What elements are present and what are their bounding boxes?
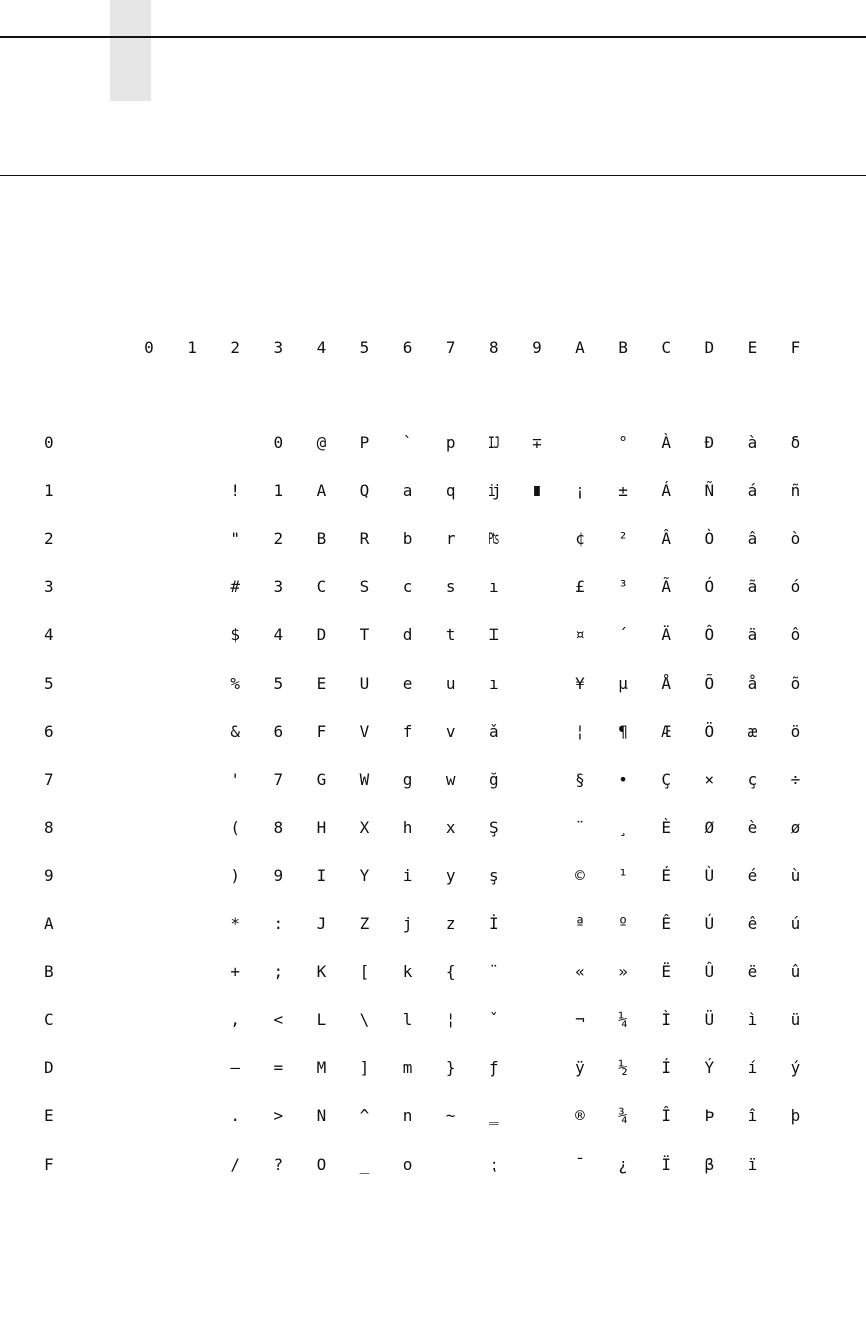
character-cell [522, 864, 552, 888]
character-cell: H [316, 817, 327, 837]
character-cell: o [402, 1154, 413, 1174]
section-rule [0, 175, 866, 176]
character-cell: # [230, 577, 240, 597]
row-header: 6 [44, 721, 54, 741]
character-cell: + [230, 962, 240, 982]
character-cell: æ [747, 721, 758, 741]
character-cell: S [359, 577, 370, 597]
character-cell: ğ [488, 769, 499, 789]
character-cell: n [402, 1106, 413, 1126]
character-cell [134, 575, 164, 599]
character-cell: þ [790, 1106, 801, 1126]
character-cell: i [402, 865, 413, 885]
character-cell: l [402, 1010, 413, 1030]
character-cell: ³ [618, 577, 628, 597]
character-cell [522, 1056, 552, 1080]
character-cell: Ɪ [489, 625, 499, 645]
character-cell [522, 575, 552, 599]
character-cell: ù [790, 865, 801, 885]
character-cell [177, 912, 207, 936]
character-cell: Ô [704, 625, 715, 645]
character-cell [177, 575, 207, 599]
character-cell [522, 1153, 552, 1177]
character-cell: % [230, 673, 240, 693]
character-cell [177, 623, 207, 647]
character-cell: { [445, 962, 456, 982]
character-cell: T [359, 625, 370, 645]
character-cell: E [316, 673, 327, 693]
character-cell [134, 720, 164, 744]
row-header: 5 [44, 673, 54, 693]
character-cell: 0 [273, 433, 284, 452]
character-cell: » [618, 962, 628, 982]
character-cell: V [359, 721, 370, 741]
row-header: 3 [44, 577, 54, 597]
character-cell: A [316, 481, 327, 501]
character-cell: Đ [704, 433, 715, 452]
row-header: 7 [44, 769, 54, 789]
character-cell [177, 1056, 207, 1080]
character-cell: * [230, 914, 240, 933]
character-cell: ; [273, 962, 284, 982]
character-cell: [ [359, 962, 370, 982]
row-header: E [44, 1106, 54, 1126]
character-cell: Ş [488, 817, 499, 837]
column-header: 0 [144, 338, 154, 357]
character-cell: g [402, 769, 413, 789]
character-cell: â [747, 529, 758, 549]
character-cell: ø [790, 817, 801, 837]
character-cell: ¶ [618, 721, 628, 741]
row-header: F [44, 1154, 54, 1174]
character-cell [522, 960, 552, 984]
character-cell: 9 [273, 865, 284, 885]
character-cell: _ [359, 1154, 370, 1174]
character-cell [177, 720, 207, 744]
character-cell [134, 912, 164, 936]
character-cell [522, 672, 552, 696]
character-cell: D [316, 625, 327, 645]
character-cell: å [747, 673, 758, 693]
character-cell: @ [316, 433, 327, 452]
column-header: 1 [187, 338, 197, 357]
character-cell: Â [661, 529, 671, 549]
character-cell [177, 527, 207, 551]
character-cell [177, 960, 207, 984]
character-cell: Á [661, 481, 671, 501]
character-cell: z [445, 914, 456, 933]
character-cell [522, 768, 552, 792]
chapter-tab-marker [110, 0, 151, 101]
character-cell: û [790, 962, 801, 982]
character-cell: x [445, 817, 456, 837]
character-cell [134, 960, 164, 984]
character-cell: F [316, 721, 327, 741]
row-header: D [44, 1058, 54, 1078]
character-cell: ‗ [488, 1106, 499, 1126]
character-cell: / [230, 1154, 240, 1174]
character-cell: 6 [273, 721, 284, 741]
character-cell [522, 720, 552, 744]
column-header: 4 [316, 338, 327, 357]
character-cell: ì [747, 1010, 758, 1030]
column-header: C [661, 338, 671, 357]
character-cell [522, 912, 552, 936]
character-cell: Þ [704, 1106, 715, 1126]
character-cell: 7 [273, 769, 284, 789]
character-cell: ş [488, 865, 499, 885]
character-cell: ¨ [575, 817, 585, 837]
character-cell: ¦ [575, 721, 585, 741]
character-cell: q [445, 481, 456, 501]
character-cell: N [316, 1106, 327, 1126]
character-cell: X [359, 817, 370, 837]
character-cell: Ü [704, 1010, 715, 1030]
character-cell: r [445, 529, 456, 549]
character-cell: : [273, 914, 284, 933]
character-cell: õ [790, 673, 801, 693]
character-cell: s [445, 577, 456, 597]
character-cell [522, 1008, 552, 1032]
character-cell: a [402, 481, 413, 501]
character-cell: à [747, 433, 758, 452]
character-cell: J [316, 914, 327, 933]
character-cell: ' [230, 769, 240, 789]
character-cell: Ù [704, 865, 715, 885]
character-cell: Ø [704, 817, 715, 837]
character-cell: Ĳ [488, 433, 499, 452]
character-cell: k [402, 962, 413, 982]
character-cell [522, 816, 552, 840]
character-cell: Ç [661, 769, 671, 789]
character-cell: ¼ [618, 1010, 628, 1030]
character-cell: Ì [661, 1010, 671, 1030]
character-cell: ¦ [445, 1010, 456, 1030]
character-cell [177, 864, 207, 888]
character-cell: é [747, 865, 758, 885]
character-cell: ₧ [488, 529, 499, 549]
character-cell [134, 527, 164, 551]
character-cell: ¹ [618, 865, 628, 885]
character-cell: ¬ [575, 1010, 585, 1030]
character-cell: À [661, 433, 671, 452]
character-cell [134, 1104, 164, 1128]
character-cell: ò [790, 529, 801, 549]
character-cell: ĳ [488, 481, 499, 501]
character-cell [177, 1008, 207, 1032]
character-cell: ? [273, 1154, 284, 1174]
character-cell: ½ [618, 1058, 628, 1078]
character-cell: b [402, 529, 413, 549]
character-cell: ª [575, 914, 585, 933]
column-header: 5 [359, 338, 370, 357]
character-cell: Q [359, 481, 370, 501]
character-cell: ı [488, 673, 499, 693]
character-cell: 3 [273, 577, 284, 597]
character-cell: h [402, 817, 413, 837]
character-cell [522, 623, 552, 647]
character-cell: β [704, 1154, 715, 1174]
character-cell: ô [790, 625, 801, 645]
header-rule [0, 36, 866, 38]
character-cell: " [230, 529, 240, 549]
row-header: B [44, 962, 54, 982]
character-cell: ¥ [575, 673, 585, 693]
character-cell: è [747, 817, 758, 837]
column-header: 2 [230, 338, 240, 357]
character-cell: ˇ [488, 1010, 499, 1030]
character-cell: U [359, 673, 370, 693]
character-cell: ² [618, 529, 628, 549]
row-header: 4 [44, 625, 54, 645]
character-cell: – [230, 1058, 240, 1078]
character-cell: ı [488, 577, 499, 597]
character-cell: Î [661, 1106, 671, 1126]
character-cell: ê [747, 914, 758, 933]
character-cell: , [230, 1010, 240, 1030]
character-cell: t [445, 625, 456, 645]
character-cell: ¤ [575, 625, 585, 645]
character-cell: í [747, 1058, 758, 1078]
row-header: 0 [44, 433, 54, 452]
character-cell: ~ [445, 1106, 456, 1126]
character-cell: C [316, 577, 327, 597]
character-cell: ç [747, 769, 758, 789]
character-cell: Æ [661, 721, 671, 741]
character-cell: Ï [661, 1154, 671, 1174]
row-header: A [44, 914, 54, 933]
character-cell: ° [618, 433, 628, 452]
character-cell: Í [661, 1058, 671, 1078]
character-cell: m [402, 1058, 413, 1078]
character-cell: u [445, 673, 456, 693]
character-cell: 1 [273, 481, 284, 501]
row-header: 9 [44, 865, 54, 885]
character-cell: p [445, 433, 456, 452]
column-header: 8 [488, 338, 499, 357]
character-cell: È [661, 817, 671, 837]
character-cell: Ò [704, 529, 715, 549]
character-cell [177, 479, 207, 503]
character-cell: O [316, 1154, 327, 1174]
character-cell: Ý [704, 1058, 715, 1078]
row-header: 2 [44, 529, 54, 549]
character-cell [522, 1104, 552, 1128]
character-cell: B [316, 529, 327, 549]
character-cell: ` [402, 433, 413, 452]
character-cell: ¾ [618, 1106, 628, 1126]
character-cell: ï [747, 1154, 758, 1174]
character-cell: ( [230, 817, 240, 837]
character-cell: É [661, 865, 671, 885]
character-cell: Ã [661, 577, 671, 597]
character-cell: î [747, 1106, 758, 1126]
character-cell: w [445, 769, 456, 789]
character-cell: ñ [790, 481, 801, 501]
character-cell: ö [790, 721, 801, 741]
character-cell: Ú [704, 914, 715, 933]
character-cell [177, 431, 207, 455]
character-cell [177, 816, 207, 840]
character-cell: ó [790, 577, 801, 597]
character-cell: º [618, 914, 628, 933]
character-cell: Y [359, 865, 370, 885]
character-cell: ú [790, 914, 801, 933]
character-cell: L [316, 1010, 327, 1030]
character-cell: á [747, 481, 758, 501]
character-cell: W [359, 769, 370, 789]
character-cell [134, 816, 164, 840]
character-cell: ÿ [575, 1058, 585, 1078]
character-cell [134, 1153, 164, 1177]
character-cell: Õ [704, 673, 715, 693]
character-cell: ý [790, 1058, 801, 1078]
character-cell [177, 1153, 207, 1177]
character-cell: Ö [704, 721, 715, 741]
character-cell: ü [790, 1010, 801, 1030]
character-cell: ¨ [488, 962, 499, 982]
character-cell: . [230, 1106, 240, 1126]
character-cell: © [575, 865, 585, 885]
character-cell: > [273, 1106, 284, 1126]
character-cell: } [445, 1058, 456, 1078]
character-cell: ¯ [575, 1154, 585, 1174]
column-header: 7 [445, 338, 456, 357]
character-cell: ∎ [532, 481, 542, 501]
character-cell: ^ [359, 1106, 370, 1126]
character-cell [522, 527, 552, 551]
character-cell: Ë [661, 962, 671, 982]
character-cell: 8 [273, 817, 284, 837]
character-cell: j [402, 914, 413, 933]
column-header: 3 [273, 338, 284, 357]
character-cell: Ñ [704, 481, 715, 501]
column-header: A [575, 338, 585, 357]
character-cell: ) [230, 865, 240, 885]
character-cell: G [316, 769, 327, 789]
character-cell: d [402, 625, 413, 645]
character-cell: Ó [704, 577, 715, 597]
character-cell [134, 768, 164, 792]
column-header: E [747, 338, 758, 357]
character-cell: ⁏ [491, 1154, 497, 1174]
character-cell: P [359, 433, 370, 452]
character-cell: ÷ [790, 769, 801, 789]
character-cell [565, 431, 595, 455]
character-cell: $ [230, 625, 240, 645]
character-cell [134, 623, 164, 647]
character-cell: 4 [273, 625, 284, 645]
row-header: 8 [44, 817, 54, 837]
character-cell: § [575, 769, 585, 789]
character-cell: ¸ [618, 817, 628, 837]
row-header: C [44, 1010, 54, 1030]
character-cell [781, 1153, 811, 1177]
character-cell: = [273, 1058, 284, 1078]
character-cell: R [359, 529, 370, 549]
character-cell: Ä [661, 625, 671, 645]
character-cell [177, 672, 207, 696]
character-cell: ¡ [575, 481, 585, 501]
character-cell: I [316, 865, 327, 885]
character-cell: ∓ [532, 433, 542, 452]
character-cell: \ [359, 1010, 370, 1030]
character-cell: ẟ [790, 433, 801, 452]
character-cell: 5 [273, 673, 284, 693]
character-cell: • [618, 769, 628, 789]
character-cell [220, 431, 250, 455]
character-cell: « [575, 962, 585, 982]
character-cell [134, 1056, 164, 1080]
character-cell: ´ [618, 625, 628, 645]
column-header: 9 [532, 338, 542, 357]
column-header: D [704, 338, 715, 357]
character-cell: İ [488, 914, 499, 933]
character-cell [134, 864, 164, 888]
character-cell: ± [618, 481, 628, 501]
character-cell: c [402, 577, 413, 597]
character-cell: ¿ [618, 1154, 628, 1174]
character-cell: ! [230, 481, 240, 501]
character-cell: M [316, 1058, 327, 1078]
character-cell: ǎ [488, 721, 499, 741]
character-cell: ë [747, 962, 758, 982]
character-cell: µ [618, 673, 628, 693]
character-cell: ã [747, 577, 758, 597]
character-cell: Ê [661, 914, 671, 933]
character-cell: y [445, 865, 456, 885]
character-cell: v [445, 721, 456, 741]
character-cell: e [402, 673, 413, 693]
character-cell: & [230, 721, 240, 741]
character-cell [134, 431, 164, 455]
character-cell [177, 1104, 207, 1128]
character-cell: £ [575, 577, 585, 597]
character-cell: ¢ [575, 529, 585, 549]
character-cell: ] [359, 1058, 370, 1078]
character-cell: ƒ [488, 1058, 499, 1078]
character-cell: f [402, 721, 413, 741]
character-cell: ® [575, 1106, 585, 1126]
character-cell [134, 672, 164, 696]
character-cell: < [273, 1010, 284, 1030]
character-cell [134, 479, 164, 503]
character-cell [436, 1153, 466, 1177]
character-cell: ä [747, 625, 758, 645]
character-cell: Å [661, 673, 671, 693]
character-cell [134, 1008, 164, 1032]
column-header: F [790, 338, 801, 357]
column-header: B [618, 338, 628, 357]
character-cell: K [316, 962, 327, 982]
column-header: 6 [402, 338, 413, 357]
character-cell: 2 [273, 529, 284, 549]
row-header: 1 [44, 481, 54, 501]
character-cell [177, 768, 207, 792]
character-cell: Z [359, 914, 370, 933]
character-cell: × [704, 769, 715, 789]
character-cell: Û [704, 962, 715, 982]
